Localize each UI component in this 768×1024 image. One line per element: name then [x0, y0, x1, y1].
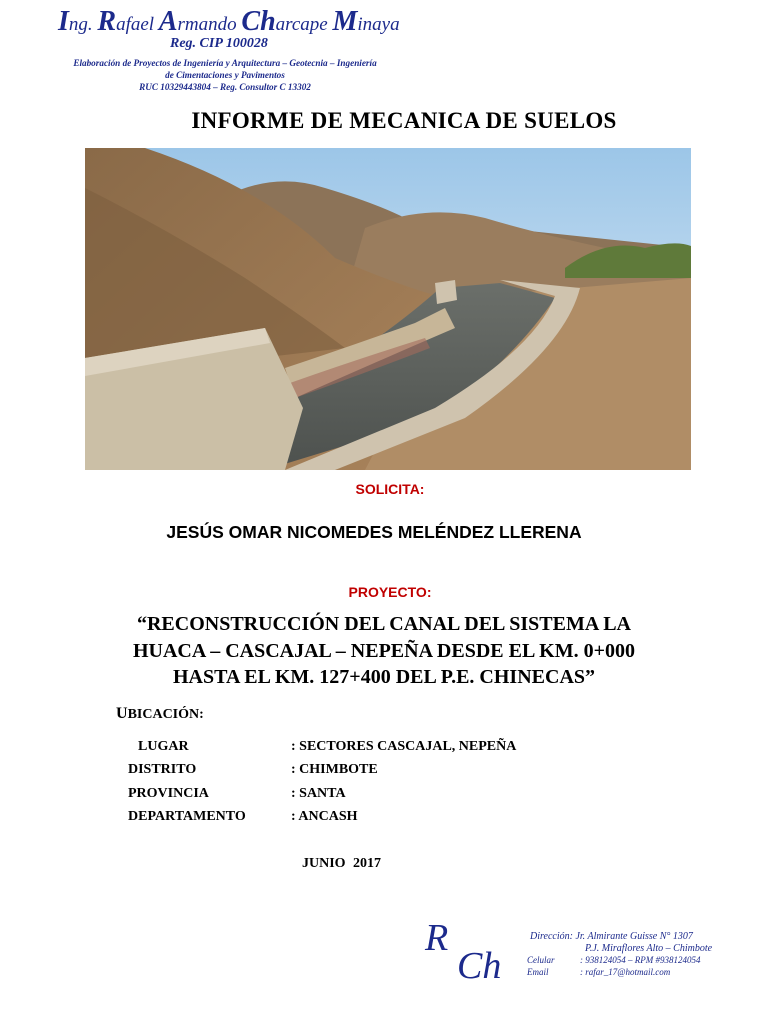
rch-logo-mark [423, 916, 523, 982]
cel-label: Celular [527, 955, 555, 965]
location-value-provincia: : SANTA [291, 786, 346, 801]
report-title: INFORME DE MECANICA DE SUELOS [191, 108, 617, 133]
project-title-line: “RECONSTRUCCIÓN DEL CANAL DEL SISTEMA LA [136, 613, 631, 635]
name-initial: I [58, 6, 69, 37]
email-label: Email [527, 967, 549, 977]
location-key-distrito: DISTRITO [128, 762, 197, 777]
name-initial: Ch [241, 6, 276, 37]
name-initial: M [332, 6, 358, 37]
canal-photo [85, 148, 691, 470]
name-initial: A [158, 6, 178, 37]
name-part: rmando [177, 14, 242, 35]
location-value-lugar: : SECTORES CASCAJAL, NEPEÑA [291, 739, 517, 754]
services-line: Elaboración de Proyectos de Ingeniería y Arquitectura – Geotecnia – Ingeniería [73, 58, 377, 68]
name-initial: R [97, 6, 117, 37]
client-name: JESÚS OMAR NICOMEDES MELÉNDEZ LLERENA [166, 522, 582, 542]
email-value: : rafar_17@hotmail.com [580, 967, 671, 977]
canal-photo-illustration [85, 148, 691, 470]
logo-letter-r: R [425, 917, 449, 959]
cel-value: : 938124054 – RPM #938124054 [580, 955, 701, 965]
ubicacion-rest: BICACIÓN: [127, 707, 204, 722]
ubicacion-initial: U [116, 705, 128, 722]
report-date: JUNIO 2017 [302, 856, 382, 871]
services-description [50, 57, 400, 93]
solicita-label: SOLICITA: [355, 481, 425, 497]
location-key-departamento: DEPARTAMENTO [128, 809, 246, 824]
project-title-line: HUACA – CASCAJAL – NEPEÑA DESDE EL KM. 0+000 [132, 640, 636, 662]
ruc-line: RUC 10329443804 – Reg. Consultor C 13302 [139, 82, 311, 92]
engineer-name [58, 6, 400, 38]
project-title-line: HASTA EL KM. 127+400 DEL P.E. CHINECAS” [172, 666, 596, 688]
ubicacion-heading [116, 705, 204, 723]
address-line: P.J. Miraflores Alto – Chimbote [585, 943, 713, 954]
location-key-provincia: PROVINCIA [128, 786, 209, 801]
name-part: inaya [357, 14, 400, 35]
location-value-distrito: : CHIMBOTE [291, 762, 378, 777]
location-key-lugar: LUGAR [138, 739, 189, 754]
logo-letters-ch: Ch [457, 945, 502, 982]
cip-registration: Reg. CIP 100028 [170, 36, 268, 51]
location-value-departamento: : ANCASH [291, 809, 358, 824]
services-line: de Cimentaciones y Pavimentos [165, 70, 285, 80]
address-line: Dirección: Jr. Almirante Guisse N° 1307 [530, 931, 693, 942]
name-part: afael [116, 14, 159, 35]
name-part: arcape [275, 14, 333, 35]
rch-logo [423, 916, 523, 982]
proyecto-label: PROYECTO: [348, 584, 432, 600]
name-part: ng. [68, 14, 98, 35]
